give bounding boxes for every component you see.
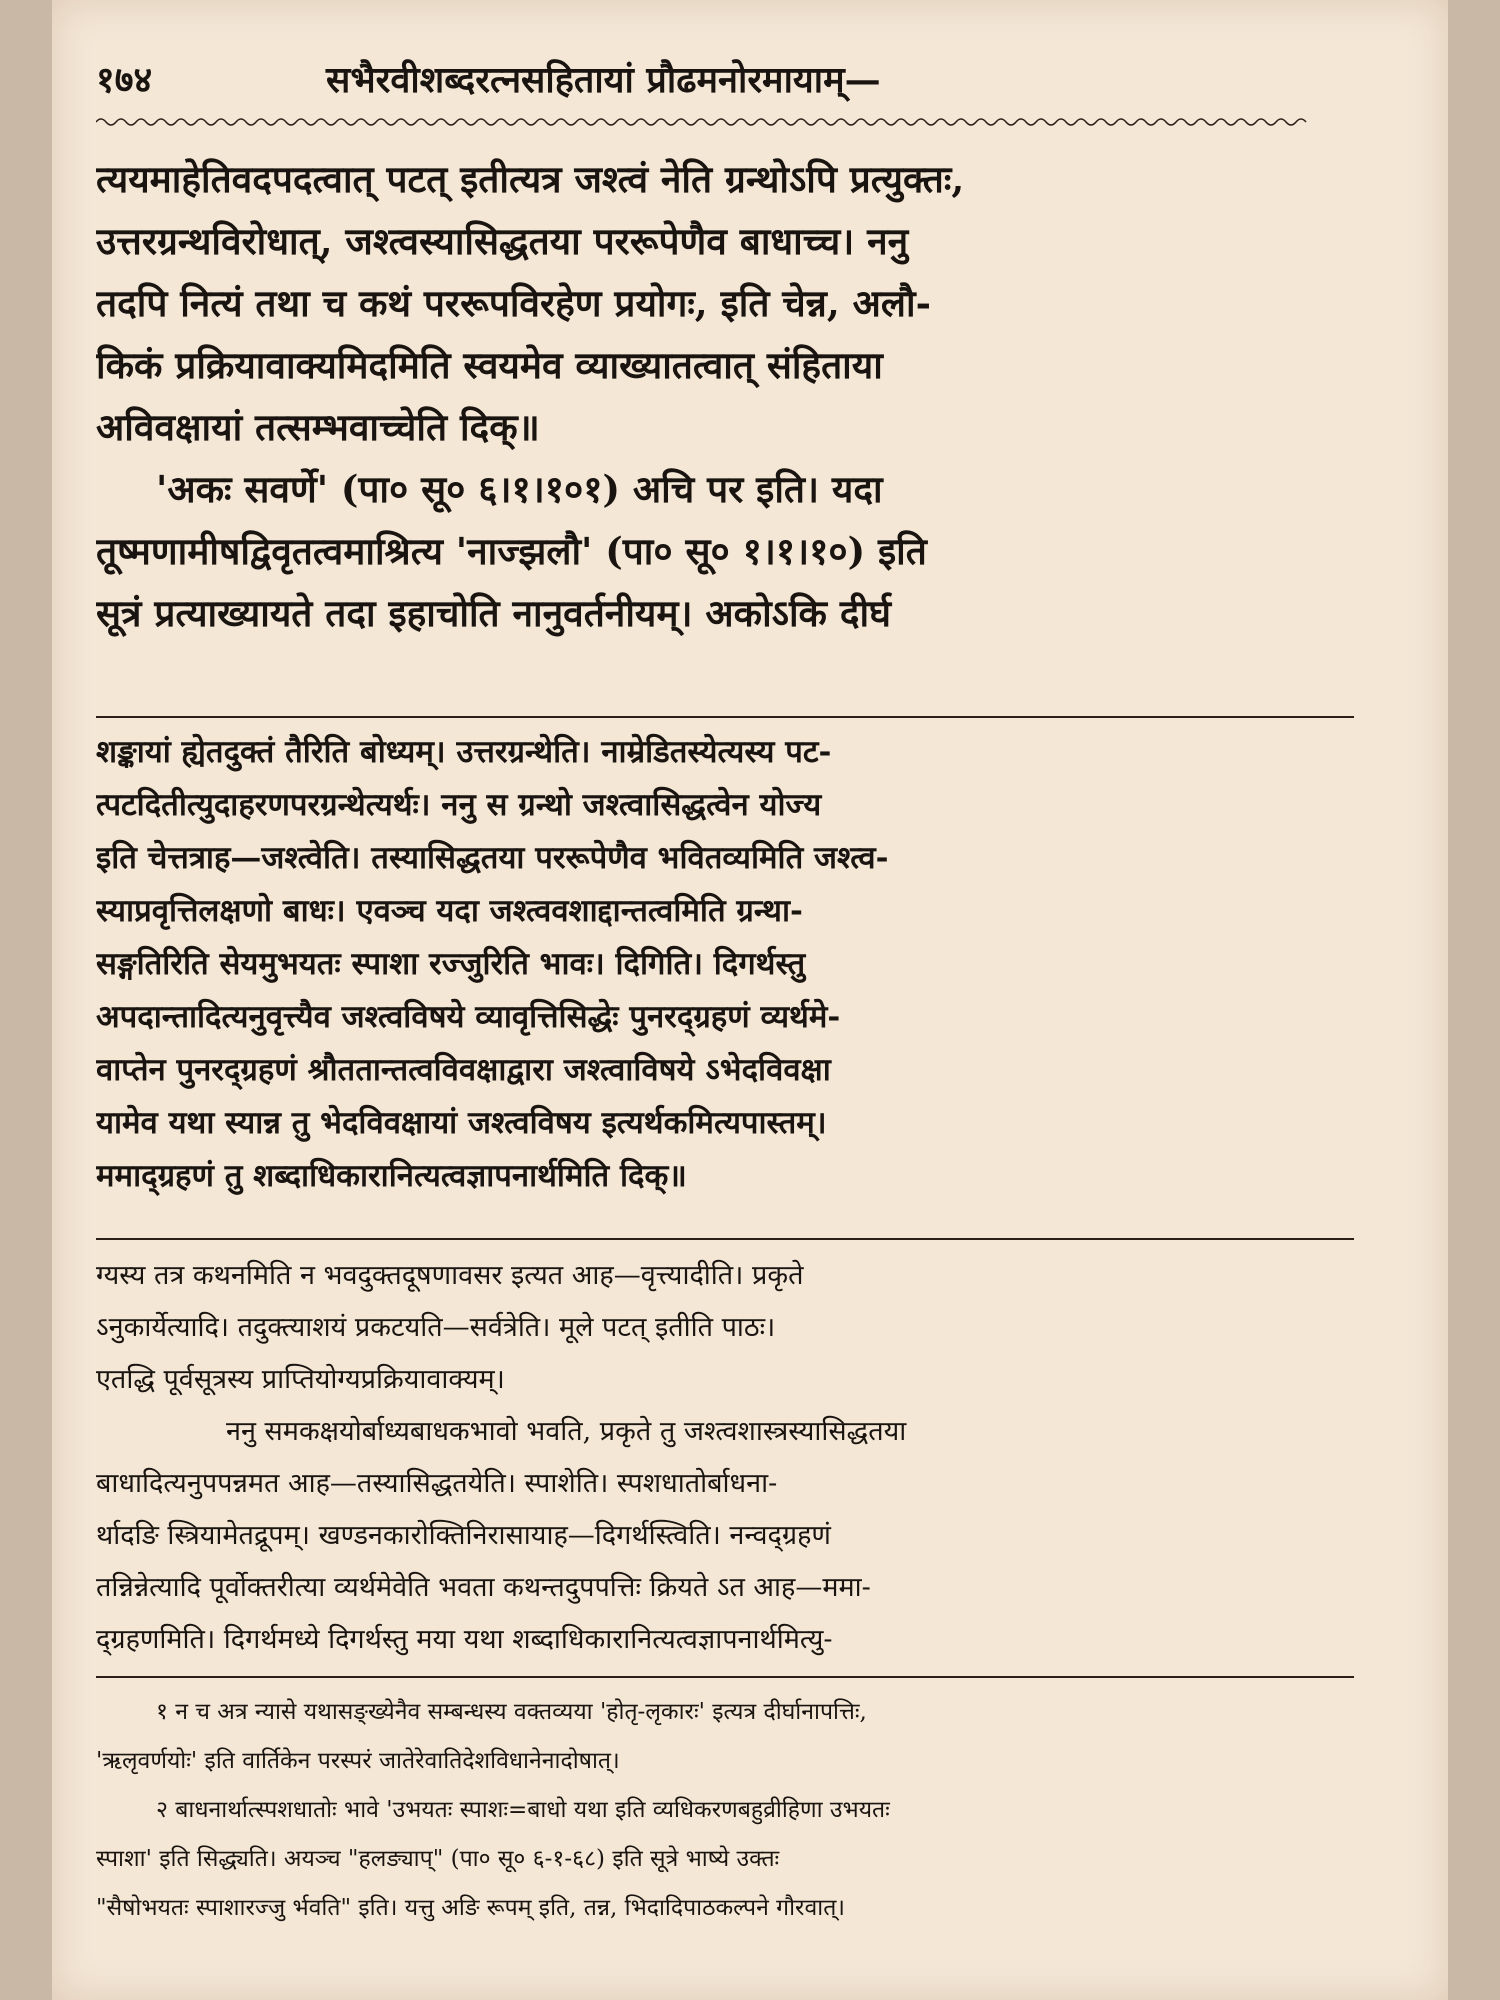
commentary-line: इति चेत्तत्राह—जश्त्वेति। तस्यासिद्धतया पररूपेणैव भवितव्यमिति जश्त्व- [96, 840, 889, 876]
commentary-shabdaratna [96, 1250, 1354, 1666]
wavy-header-rule [96, 115, 1356, 129]
footnote-line: स्पाशा' इति सिद्ध्यति। अयञ्च "हलङ्याप्" (पा० सू० ६-१-६८) इति सूत्रे भाष्ये उक्तः [96, 1846, 780, 1872]
footnote-line: २ बाधनार्थात्स्पशधातोः भावे 'उभयतः स्पाशः=बाधो यथा इति व्यधिकरणबहुव्रीहिणा उभयतः [156, 1797, 890, 1823]
main-line: तूष्मणामीषद्विवृतत्वमाश्रित्य 'नाज्झलौ' (पा० सू० १।१।१०) इति [96, 529, 927, 573]
page-number: १७४ [96, 59, 153, 101]
footnote-line: 'ऋलृवर्णयोः' इति वार्तिकेन परस्परं जातेरेवातिदेशविधानेनादोषात्। [96, 1748, 620, 1774]
footnote-line: "सैषोभयतः स्पाशारज्जु र्भवति" इति। यत्तु अङि रूपम् इति, तन्न, भिदादिपाठकल्पने गौरवात्। [96, 1895, 846, 1921]
commentary-line: एतद्धि पूर्वसूत्रस्य प्राप्तियोग्यप्रक्रियावाक्यम्। [96, 1364, 505, 1395]
commentary-line: अपदान्तादित्यनुवृत्त्यैव जश्त्वविषये व्यावृत्तिसिद्धेः पुनरद्ग्रहणं व्यर्थमे- [96, 999, 841, 1035]
main-line: उत्तरग्रन्थविरोधात्, जश्त्वस्यासिद्धतया पररूपेणैव बाधाच्च। ननु [96, 219, 909, 263]
commentary-line: त्पटदितीत्युदाहरणपरग्रन्थेत्यर्थः। ननु स ग्रन्थो जश्त्वासिद्धत्वेन योज्य [96, 787, 822, 823]
main-line: किकं प्रक्रियावाक्यमिदमिति स्वयमेव व्याख्यातत्वात् संहिताया [96, 343, 883, 387]
footnote-divider [96, 1676, 1354, 1678]
main-line: अविवक्षायां तत्सम्भवाच्चेति दिक्॥ [96, 405, 540, 449]
running-title: सभैरवीशब्दरत्नसहितायां प्रौढमनोरमायाम्— [326, 59, 881, 101]
section-divider [96, 1238, 1354, 1240]
commentary-line: ममाद्ग्रहणं तु शब्दाधिकारानित्यत्वज्ञापनार्थमिति दिक्॥ [96, 1158, 687, 1194]
commentary-line: र्थादङि स्त्रियामेतद्रूपम्। खण्डनकारोक्तिनिरासायाह—दिगर्थस्त्विति। नन्वद्ग्रहणं [96, 1520, 831, 1551]
footnotes [96, 1688, 1354, 1933]
main-line: 'अकः सवर्णे' (पा० सू० ६।१।१०१) अचि पर इति। यदा [156, 467, 883, 511]
commentary-line: ननु समकक्षयोर्बाध्यबाधकभावो भवति, प्रकृते तु जश्त्वशास्त्रस्यासिद्धतया [226, 1416, 907, 1447]
commentary-line: यामेव यथा स्यान्न तु भेदविवक्षायां जश्त्वविषय इत्यर्थकमित्यपास्तम्। [96, 1105, 827, 1141]
commentary-bhairavi [96, 726, 1354, 1203]
main-text [96, 148, 1354, 644]
commentary-line: वाप्तेन पुनरद्ग्रहणं श्रौततान्तत्वविवक्षाद्वारा जश्त्वाविषये ऽभेदविवक्षा [96, 1052, 831, 1088]
commentary-line: ग्यस्य तत्र कथनमिति न भवदुक्तदूषणावसर इत्यत आह—वृत्त्यादीति। प्रकृते [96, 1260, 804, 1291]
footnote-line: १ न च अत्र न्यासे यथासङ्ख्येनैव सम्बन्धस्य वक्तव्यया 'होतृ-लृकारः' इत्यत्र दीर्घानापत्तिः, [156, 1699, 867, 1725]
section-divider [96, 716, 1354, 718]
main-line: त्ययमाहेतिवदपदत्वात् पटत् इतीत्यत्र जश्त्वं नेति ग्रन्थोऽपि प्रत्युक्तः, [96, 157, 965, 201]
commentary-line: द्ग्रहणमिति। दिगर्थमध्ये दिगर्थस्तु मया यथा शब्दाधिकारानित्यत्वज्ञापनार्थमित्यु- [96, 1624, 833, 1655]
commentary-line: तन्निन्नेत्यादि पूर्वोक्तरीत्या व्यर्थमेवेति भवता कथन्तदुपपत्तिः क्रियते ऽत आह—ममा- [96, 1572, 871, 1603]
main-line: सूत्रं प्रत्याख्यायते तदा इहाचोति नानुवर्तनीयम्। अकोऽकि दीर्घ [96, 591, 891, 635]
main-line: तदपि नित्यं तथा च कथं पररूपविरहेण प्रयोगः, इति चेन्न, अलौ- [96, 281, 931, 325]
commentary-line: सङ्गतिरिति सेयमुभयतः स्पाशा रज्जुरिति भावः। दिगिति। दिगर्थस्तु [96, 946, 806, 982]
commentary-line: शङ्कायां ह्येतदुक्तं तैरिति बोध्यम्। उत्तरग्रन्थेति। नाम्रेडितस्येत्यस्य पट- [96, 734, 832, 770]
commentary-line: स्याप्रवृत्तिलक्षणो बाधः। एवञ्च यदा जश्त्ववशाद्दान्तत्वमिति ग्रन्था- [96, 893, 803, 929]
page-header [96, 50, 1326, 110]
commentary-line: ऽनुकार्येत्यादि। तदुक्त्याशयं प्रकटयति—सर्वत्रेति। मूले पटत् इतीति पाठः। [96, 1312, 776, 1343]
commentary-line: बाधादित्यनुपपन्नमत आह—तस्यासिद्धतयेति। स्पाशेति। स्पशधातोर्बाधना- [96, 1468, 778, 1499]
